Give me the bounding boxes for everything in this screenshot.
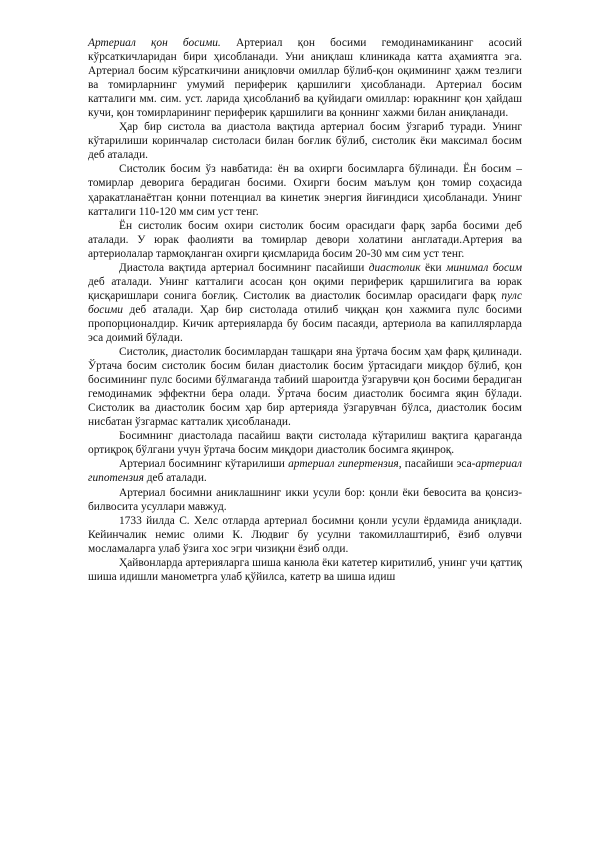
paragraph-pressure-drop-time (88, 429, 522, 457)
term-minimal-pressure: минимал босим (446, 261, 523, 274)
paragraph-text: Систолик, диастолик босимлардан ташқари яна ўртача босим ҳам фарқ қилинади. Ўртача босим систолик босим билан диастолик босим ўртасидаги миқдор бўлиб, қон босимининг пулс босими бўлмаганда табиий шароитда ўзгарувчи қон босими берадиган гемодинамик эффектни бера олади. Ўртача босим диастолик босимга яқин бўлади. Систолик ва диастолик босим ҳар бир артерияда ўзгарувчан бўлса, диастолик босим нисбатан ўзгармас катталик ҳисобланади. (88, 346, 522, 429)
term-arterial-hypotension: артериал гипотензия (88, 458, 522, 485)
term-arterial-blood-pressure: Артериал қон босими. (88, 37, 221, 49)
term-diastolic: диастолик (368, 261, 421, 274)
term-arterial-hypertension: артериал гипертензия (288, 458, 399, 471)
paragraph-text: Ҳар бир систола ва диастола вақтида артериал босим ўзгариб туради. Унинг кўтарилиши коринчалар систоласи билан боғлик бўлиб, систолик ёки максимал босим деб аталади. (88, 121, 522, 162)
paragraph-stroke-pressure (88, 219, 522, 261)
paragraph-text: деб аталади. (143, 472, 207, 485)
document-page (88, 36, 522, 584)
paragraph-text: Босимнинг диастолада пасайиш вақти систолада кўтарилиш вақтига қараганда ортиқроқ бўлгани учун ўртача босим миқдори диастолик босимга яқинроқ. (88, 430, 522, 457)
paragraph-animal-catheter (88, 556, 522, 584)
paragraph-text: Артериал босимнинг кўтарилиши (119, 458, 289, 471)
paragraph-text: Ҳайвонларда артерияларга шиша канюла ёки катетер киритилиб, унинг учи қаттиқ шиша идишли манометрга улаб қўйилса, катетр ва шиша идиш (88, 556, 522, 583)
paragraph-text: 1733 йилда С. Хелс отларда артериал босимни қонли усули ёрдамида аниқлади. Кейинчалик немис олими К. Людвиг бу усулни такомиллаштириб, ёзиб олувчи мосламаларга улаб ўзига хос эгри чизиқни ёзиб олди. (88, 514, 522, 555)
paragraph-text: деб аталади. Унинг катталиги асосан қон оқими периферик қаршилигига ва юрак қисқаришлари сонига боғлиқ. Систолик ва диастолик босимлар орасидаги фарқ (88, 275, 522, 302)
paragraph-mean-pressure (88, 345, 522, 429)
paragraph-text: Ён систолик босим охири систолик босим орасидаги фарқ зарба босими деб аталади. У юрак фаолияти ва томирлар девори холатини англатади.Артерия ва артериолалар тармоқланган охирги қисмларида босим 20-30 мм сим уст тенг. (88, 219, 522, 260)
paragraph-systolic-pressure (88, 162, 522, 218)
paragraph-diastolic-pressure (88, 261, 522, 345)
paragraph-text: ёки (420, 261, 447, 274)
paragraph-hypertension (88, 457, 522, 485)
term-pulse-pressure: пулс босими (88, 289, 522, 316)
paragraph-text: , пасайиши эса- (398, 458, 476, 471)
paragraph-arterial-pressure-intro (88, 36, 522, 120)
paragraph-text: Диастола вақтида артериал босимнинг пасайиши (119, 261, 369, 274)
paragraph-text: Систолик босим ўз навбатида: ён ва охирги босимларга бўлинади. Ён босим –томирлар деворига берадиган босими. Охирги босим маълум қон томир соҳасида ҳаракатланаётган қонни потенциал ва кинетик энергия йиғиндиси ҳисобланади. Унинг катталиги 110-120 мм сим уст тенг. (88, 163, 522, 218)
paragraph-measurement-methods (88, 486, 522, 514)
paragraph-text: деб аталади. Ҳар бир систолада отилиб чиққан қон хажмига пулс босими пропорционалдир. Кичик артерияларда бу босим пасаяди, артериола ва капиллярларда эса доимий бўлади. (88, 303, 522, 344)
paragraph-text: Артериал қон босими гемодинамиканинг асосий кўрсаткичларидан бири ҳисобланади. Уни аниқлаш клиникада катта аҳамиятга эга. Артериал босим кўрсаткичини аниқловчи омиллар бўлиб-қон оқимининг ҳажм тезлиги ва томирларнинг умумий периферик қаршилиги ҳисобланади. Артериал босим катталиги мм. сим. уст. ларида ҳисобланиб ва қуйидаги омиллар: юракнинг қон ҳайдаш кучи, қон томирларининг периферик қаршилиги ва қоннинг хажми билан аниқланади. (88, 37, 522, 120)
paragraph-history-hales-ludwig (88, 514, 522, 556)
paragraph-systole-diastole (88, 120, 522, 162)
paragraph-text: Артериал босимни аниклашнинг икки усули бор: қонли ёки бевосита ва қонсиз-билвосита усуллари мавжуд. (88, 486, 522, 513)
